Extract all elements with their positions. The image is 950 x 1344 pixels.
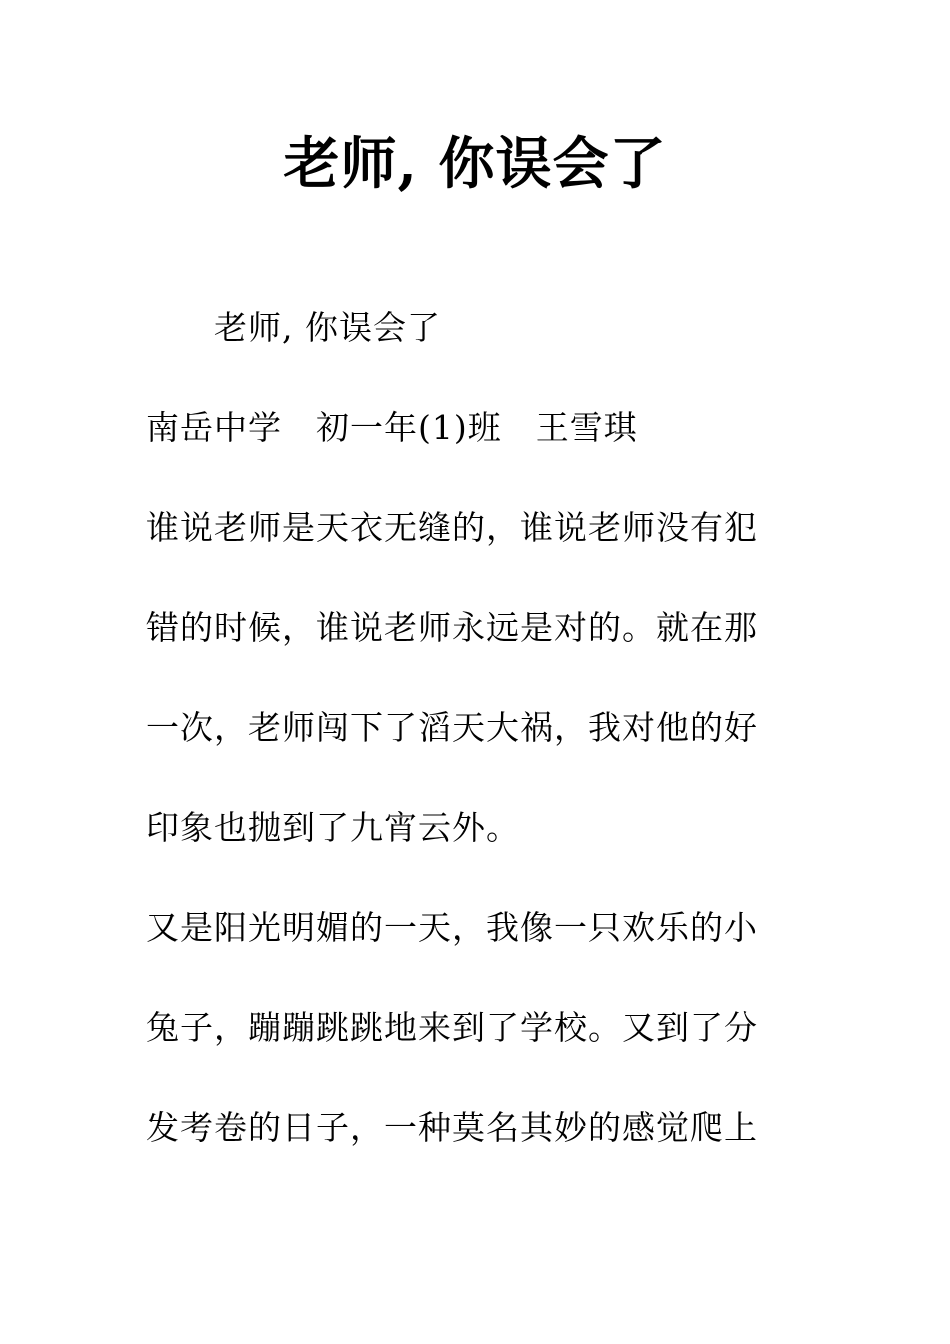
paragraph-line: 兔子，蹦蹦跳跳地来到了学校。又到了分: [146, 1008, 758, 1047]
paragraph-line: 谁说老师是天衣无缝的，谁说老师没有犯: [146, 508, 758, 547]
essay-subtitle: 老师, 你误会了: [214, 308, 441, 347]
paragraph-line: 印象也抛到了九宵云外。: [146, 808, 520, 847]
paragraph-line: 一次，老师闯下了滔天大祸，我对他的好: [146, 708, 758, 747]
author-byline: 南岳中学 初一年(1)班 王雪琪: [146, 408, 638, 447]
document-title: 老师, 你误会了: [283, 131, 667, 197]
paragraph-line: 又是阳光明媚的一天，我像一只欢乐的小: [146, 908, 758, 947]
paragraph-line: 错的时候，谁说老师永远是对的。就在那: [146, 608, 758, 647]
paragraph-line: 发考卷的日子，一种莫名其妙的感觉爬上: [146, 1108, 758, 1147]
